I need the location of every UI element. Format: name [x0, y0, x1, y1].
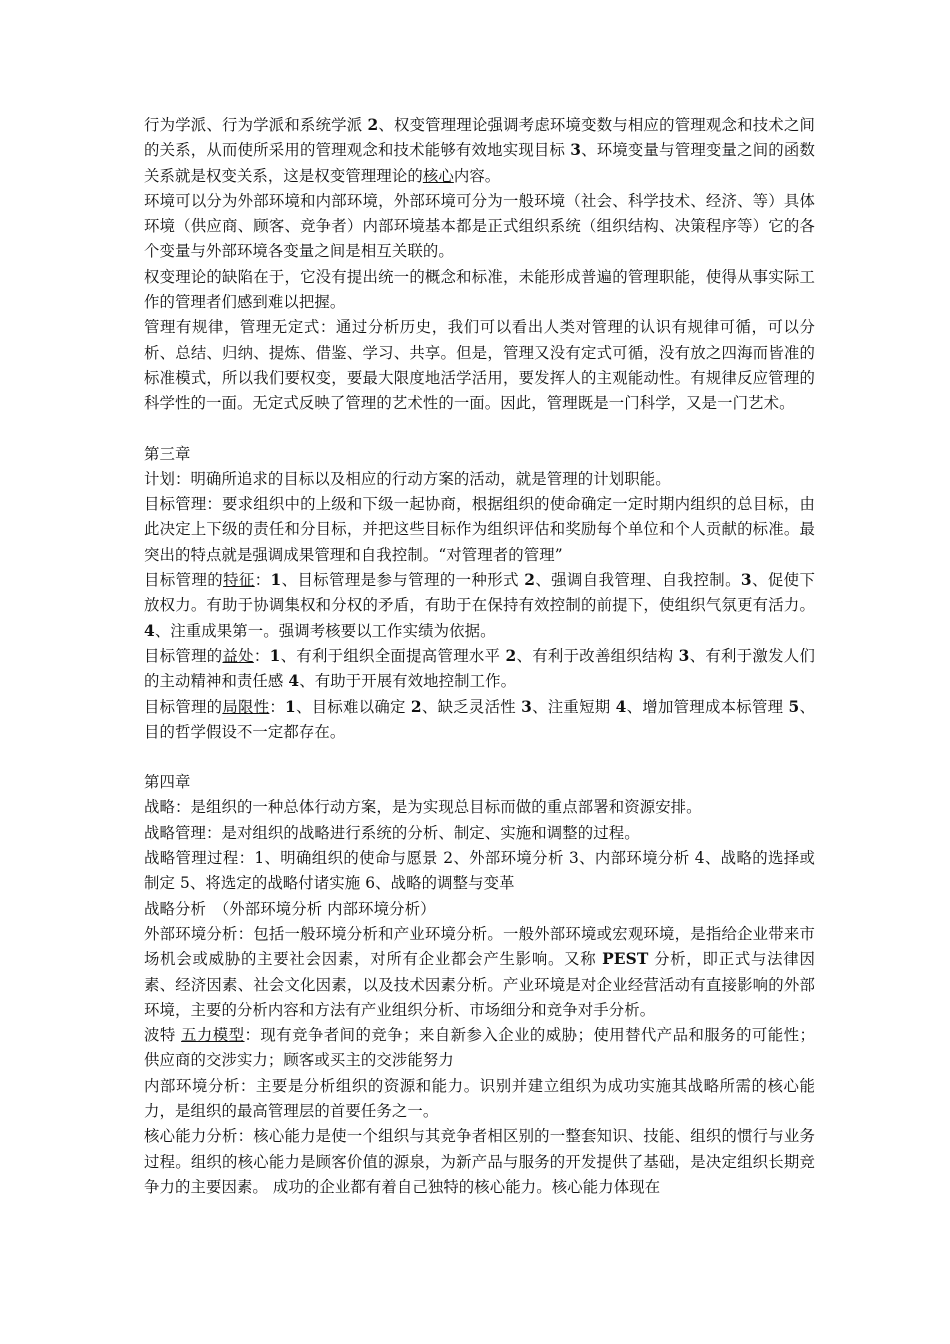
paragraph-strategic-management: 战略管理：是对组织的战略进行系统的分析、制定、实施和调整的过程。 [144, 823, 640, 842]
paragraph-core-competence: 核心能力分析：核心能力是使一个组织与其竞争者相区别的一整套知识、技能、组织的惯行与业务过程。组织的核心能力是顾客价值的源泉，为新产品与服务的开发提供了基础，是决定组织长期竞争力的主要因素。 成功的企业都有着自己独特的核心能力。核心能力体现在 [144, 1127, 815, 1196]
paragraph-contingency-defects: 权变理论的缺陷在于，它没有提出统一的概念和标准，未能形成普遍的管理职能，使得从事实际工作的管理者们感到难以把握。 [144, 267, 815, 312]
paragraph-external-analysis: 外部环境分析：包括一般环境分析和产业环境分析。一般外部环境或宏观环境，是指给企业带来市场机会或威胁的主要社会因素，对所有企业都会产生影响。又称 PEST 分析，即正式与法律因素、经济因素、社会文化因素，以及技术因素分析。产业环境是对企业经营活动有直接影响的外部环境，主要的分析内容和方法有产业组织分析、市场细分和竞争对手分析。 [144, 924, 815, 1019]
paragraph-strategic-process: 战略管理过程：1、明确组织的使命与愿景 2、外部环境分析 3、内部环境分析 4、战略的选择或制定 5、将选定的战略付诸实施 6、战略的调整与变革 [144, 849, 815, 893]
paragraph-mbo-limitations: 目标管理的局限性：1、目标难以确定 2、缺乏灵活性 3、注重短期 4、增加管理成本标管理 5、目的哲学假设不一定都存在。 [144, 697, 815, 741]
paragraph-mbo: 目标管理：要求组织中的上级和下级一起协商，根据组织的使命确定一定时期内组织的总目标，由此决定上下级的责任和分目标，并把这些目标作为组织评估和奖励每个单位和个人贡献的标准。最突出的特点就是强调成果管理和自我控制。“对管理者的管理” [144, 495, 815, 564]
paragraph-planning: 计划：明确所追求的目标以及相应的行动方案的活动，就是管理的计划职能。 [144, 469, 671, 488]
underlined-term-features: 特征 [223, 571, 255, 590]
paragraph-mbo-features: 目标管理的特征：1、目标管理是参与管理的一种形式 2、强调自我管理、自我控制。3、促使下放权力。有助于协调集权和分权的矛盾，有助于在保持有效控制的前提下，使组织气氛更有活力。4、注重成果第一。强调考核要以工作实绩为依据。 [144, 571, 815, 640]
chapter-3-heading: 第三章 [144, 444, 191, 463]
paragraph-five-forces: 波特 五力模型：现有竞争者间的竞争；来自新参入企业的威胁；使用替代产品和服务的可能性；供应商的交涉实力；顾客或买主的交涉能努力 [144, 1026, 815, 1070]
chapter-4-heading: 第四章 [144, 773, 191, 792]
underlined-term-benefits: 益处 [222, 646, 254, 665]
paragraph-strategic-analysis: 战略分析 （外部环境分析 内部环境分析） [144, 899, 436, 918]
paragraph-contingency-theory: 行为学派、行为学派和系统学派 2、权变管理理论强调考虑环境变数与相应的管理观念和技术之间的关系，从而使所采用的管理观念和技术能够有效地实现目标 3、环境变量与管理变量之间的函数关系就是权变关系，这是权变管理理论的核心内容。 [144, 116, 815, 185]
underlined-term-limitations: 局限性 [222, 697, 270, 716]
underlined-term-five-forces: 五力模型 [181, 1026, 245, 1045]
paragraph-internal-analysis: 内部环境分析：主要是分析组织的资源和能力。识别并建立组织为成功实施其战略所需的核心能力，是组织的最高管理层的首要任务之一。 [144, 1076, 815, 1120]
paragraph-management-rules: 管理有规律，管理无定式：通过分析历史，我们可以看出人类对管理的认识有规律可循，可以分析、总结、归纳、提炼、借鉴、学习、共享。但是，管理又没有定式可循，没有放之四海而皆准的标准模式，所以我们要权变，要最大限度地活学活用，要发挥人的主观能动性。有规律反应管理的科学性的一面。无定式反映了管理的艺术性的一面。因此，管理既是一门科学，又是一门艺术。 [144, 318, 815, 413]
underlined-term-core: 核心 [422, 166, 454, 185]
paragraph-mbo-benefits: 目标管理的益处：1、有利于组织全面提高管理水平 2、有利于改善组织结构 3、有利于激发人们的主动精神和责任感 4、有助于开展有效地控制工作。 [144, 646, 815, 691]
paragraph-strategy: 战略：是组织的一种总体行动方案，是为实现总目标而做的重点部署和资源安排。 [144, 798, 702, 817]
paragraph-environment: 环境可以分为外部环境和内部环境，外部环境可分为一般环境（社会、科学技术、经济、等）具体环境（供应商、顾客、竞争者）内部环境基本都是正式组织系统（组织结构、决策程序等）它的各个变量与外部环境各变量之间是相互关联的。 [144, 191, 815, 261]
